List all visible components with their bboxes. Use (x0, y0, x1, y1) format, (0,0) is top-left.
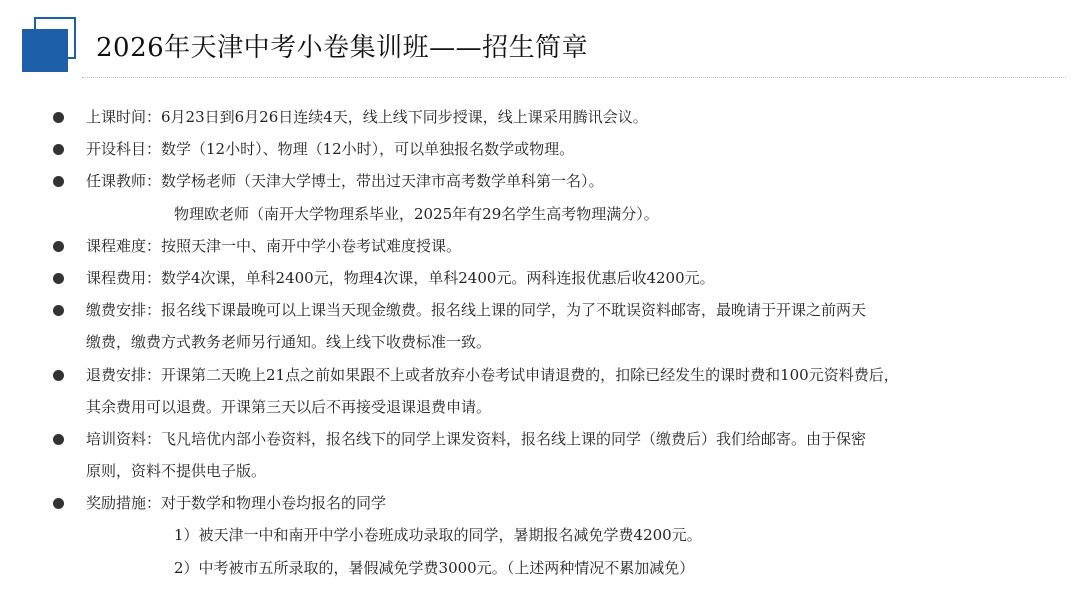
list-item-text: 培训资料：飞凡培优内部小卷资料，报名线下的同学上课发资料，报名线上课的同学（缴费后）我们给邮寄。由于保密 (86, 429, 867, 448)
bullet-dot-icon (53, 434, 64, 445)
list-item-text: 缴费，缴费方式教务老师另行通知。线上线下收费标准一致。 (86, 333, 492, 352)
list-item (0, 198, 1080, 230)
bullet-dot-icon (53, 370, 64, 381)
list-item (0, 326, 1080, 358)
list-item (0, 423, 1080, 455)
list-item (0, 519, 1080, 551)
list-item (0, 487, 1080, 519)
list-item (0, 262, 1080, 294)
list-item (0, 230, 1080, 262)
list-item (0, 359, 1080, 391)
list-item-text: 缴费安排：报名线下课最晚可以上课当天现金缴费。报名线上课的同学，为了不耽误资料邮寄，最晚请于开课之前两天 (86, 301, 867, 320)
list-item-text: 1）被天津一中和南开中学小卷班成功录取的同学，暑期报名减免学费4200元。 (174, 526, 702, 545)
list-item-text: 奖励措施：对于数学和物理小卷均报名的同学 (86, 494, 387, 513)
list-item-text: 物理欧老师（南开大学物理系毕业，2025年有29名学生高考物理满分）。 (174, 204, 659, 223)
enrollment-details-list (0, 101, 1080, 584)
list-item (0, 455, 1080, 487)
list-item (0, 552, 1080, 584)
bullet-dot-icon (53, 144, 64, 155)
bullet-dot-icon (53, 273, 64, 284)
list-item (0, 165, 1080, 197)
page-title: 2026年天津中考小卷集训班——招生简章 (96, 33, 589, 63)
list-item (0, 294, 1080, 326)
list-item (0, 101, 1080, 133)
list-item-text: 退费安排：开课第二天晚上21点之前如果跟不上或者放弃小卷考试申请退费的，扣除已经发生的课时费和100元资料费后， (86, 365, 899, 384)
bullet-dot-icon (53, 305, 64, 316)
list-item-text: 课程费用：数学4次课，单科2400元，物理4次课，单科2400元。两科连报优惠后收4200元。 (86, 268, 715, 287)
title-logo (22, 17, 78, 73)
list-item-text: 课程难度：按照天津一中、南开中学小卷考试难度授课。 (86, 236, 462, 255)
list-item (0, 133, 1080, 165)
list-item-text: 上课时间：6月23日到6月26日连续4天，线上线下同步授课，线上课采用腾讯会议。 (86, 108, 648, 126)
title-divider (82, 77, 1066, 78)
bullet-dot-icon (53, 176, 64, 187)
list-item-text: 其余费用可以退费。开课第三天以后不再接受退课退费申请。 (86, 397, 492, 416)
list-item-text: 原则，资料不提供电子版。 (86, 462, 267, 481)
bullet-dot-icon (53, 112, 64, 123)
list-item-text: 2）中考被市五所录取的，暑假减免学费3000元。（上述两种情况不累加减免） (174, 558, 695, 577)
bullet-dot-icon (53, 498, 64, 509)
list-item-text: 任课教师：数学杨老师（天津大学博士，带出过天津市高考数学单科第一名）。 (86, 172, 604, 191)
bullet-dot-icon (53, 241, 64, 252)
list-item (0, 391, 1080, 423)
logo-filled-square (22, 29, 68, 72)
list-item-text: 开设科目：数学（12小时）、物理（12小时），可以单独报名数学或物理。 (86, 140, 575, 159)
